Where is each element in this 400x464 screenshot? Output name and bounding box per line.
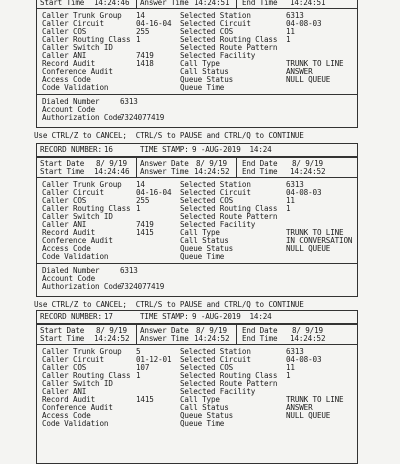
selected-field-value: 04-08-03 <box>286 188 322 197</box>
authorization-code-label: Authorization Code <box>42 282 122 291</box>
selected-field-label: Queue Time <box>180 83 225 92</box>
selected-field-label: Selected Facility <box>180 387 256 396</box>
selected-field-label: Queue Status <box>180 411 234 420</box>
start-date: 8/ 9/19 <box>96 159 127 168</box>
caller-field-label: Record Audit <box>42 395 96 404</box>
caller-field-label: Access Code <box>42 244 91 253</box>
caller-field-label: Caller COS <box>42 196 87 205</box>
caller-field-value: 14 <box>136 11 145 20</box>
caller-field-label: Caller Routing Class <box>42 204 131 213</box>
selected-field-label: Selected Station <box>180 11 251 20</box>
authorization-code: 7324077419 <box>120 113 165 122</box>
answer-time-label: Answer Time <box>140 167 189 176</box>
caller-field-label: Caller Circuit <box>42 188 104 197</box>
continue-prompt: Use CTRL/Z to CANCEL; CTRL/S to PAUSE and CTRL/Q to CONTINUE <box>34 131 304 140</box>
end-date: 8/ 9/19 <box>292 159 323 168</box>
selected-field-value: 04-08-03 <box>286 355 322 364</box>
caller-field-label: Caller Trunk Group <box>42 347 122 356</box>
end-time-label: End Time <box>242 334 278 343</box>
dialed-number-label: Dialed Number <box>42 266 100 275</box>
selected-field-value: 6313 <box>286 180 304 189</box>
caller-field-value: 1415 <box>136 395 154 404</box>
caller-field-label: Code Validation <box>42 419 109 428</box>
caller-field-value: 1 <box>136 371 141 380</box>
caller-field-value: 04-16-04 <box>136 19 172 28</box>
start-time: 14:24:52 <box>94 334 130 343</box>
selected-field-value: ANSWER <box>286 403 313 412</box>
selected-field-label: Call Type <box>180 395 220 404</box>
selected-field-label: Selected Routing Class <box>180 371 278 380</box>
selected-field-value: 1 <box>286 204 291 213</box>
caller-field-label: Access Code <box>42 411 91 420</box>
answer-time: 14:24:52 <box>194 334 230 343</box>
caller-field-label: Code Validation <box>42 83 109 92</box>
record-number: 16 <box>104 145 113 154</box>
selected-field-label: Call Status <box>180 236 229 245</box>
selected-field-value: NULL QUEUE <box>286 75 331 84</box>
end-time: 14:24:52 <box>290 167 326 176</box>
answer-date: 8/ 9/19 <box>196 326 227 335</box>
caller-field-label: Caller Switch ID <box>42 43 113 52</box>
selected-field-label: Call Type <box>180 228 220 237</box>
timestamp-label: TIME STAMP: <box>140 312 189 321</box>
end-time: 14:24:52 <box>290 334 326 343</box>
selected-field-label: Selected Route Pattern <box>180 212 278 221</box>
dialed-number: 6313 <box>120 266 138 275</box>
selected-field-value: 1 <box>286 371 291 380</box>
selected-field-label: Queue Time <box>180 252 225 261</box>
caller-field-label: Caller Switch ID <box>42 379 113 388</box>
caller-field-value: 255 <box>136 196 150 205</box>
start-time-label: Start Time <box>40 0 85 7</box>
selected-field-label: Call Type <box>180 59 220 68</box>
account-code-label: Account Code <box>42 274 96 283</box>
caller-field-value: 04-16-04 <box>136 188 172 197</box>
caller-field-label: Code Validation <box>42 252 109 261</box>
end-date: 8/ 9/19 <box>292 326 323 335</box>
continue-prompt: Use CTRL/Z to CANCEL; CTRL/S to PAUSE and CTRL/Q to CONTINUE <box>34 300 304 309</box>
record-label: RECORD NUMBER: <box>40 312 102 321</box>
caller-field-label: Conference Audit <box>42 236 113 245</box>
selected-field-label: Selected Routing Class <box>180 204 278 213</box>
caller-field-label: Caller Trunk Group <box>42 180 122 189</box>
timestamp: 9 -AUG-2019 14:24 <box>192 312 272 321</box>
caller-field-value: 255 <box>136 27 150 36</box>
selected-field-value: IN CONVERSATION <box>286 236 353 245</box>
caller-field-value: 1 <box>136 35 141 44</box>
selected-field-label: Call Status <box>180 403 229 412</box>
selected-field-value: ANSWER <box>286 67 313 76</box>
selected-field-label: Queue Time <box>180 419 225 428</box>
selected-field-value: TRUNK TO LINE <box>286 228 344 237</box>
record-label: RECORD NUMBER: <box>40 145 102 154</box>
start-time-label: Start Time <box>40 167 85 176</box>
start-date-label: Start Date <box>40 159 85 168</box>
caller-field-value: 7419 <box>136 220 154 229</box>
selected-field-label: Selected Circuit <box>180 19 251 28</box>
selected-field-value: 11 <box>286 363 295 372</box>
dialed-number-label: Dialed Number <box>42 97 100 106</box>
selected-field-label: Selected COS <box>180 27 234 36</box>
start-time: 14:24:46 <box>94 167 130 176</box>
selected-field-label: Call Status <box>180 67 229 76</box>
caller-field-label: Caller Circuit <box>42 355 104 364</box>
caller-field-label: Record Audit <box>42 59 96 68</box>
selected-field-value: TRUNK TO LINE <box>286 59 344 68</box>
selected-field-label: Selected Routing Class <box>180 35 278 44</box>
selected-field-label: Selected Station <box>180 180 251 189</box>
answer-time: 14:24:51 <box>194 0 230 7</box>
caller-field-label: Caller COS <box>42 27 87 36</box>
authorization-code-label: Authorization Code <box>42 113 122 122</box>
selected-field-label: Selected COS <box>180 363 234 372</box>
selected-field-label: Selected Circuit <box>180 355 251 364</box>
caller-field-value: 01-12-01 <box>136 355 172 364</box>
selected-field-value: 11 <box>286 196 295 205</box>
record-number: 17 <box>104 312 113 321</box>
end-time: 14:24:51 <box>290 0 326 7</box>
selected-field-label: Selected Route Pattern <box>180 43 278 52</box>
start-time-label: Start Time <box>40 334 85 343</box>
timestamp-label: TIME STAMP: <box>140 145 189 154</box>
start-time: 14:24:46 <box>94 0 130 7</box>
selected-field-label: Selected Facility <box>180 220 256 229</box>
selected-field-label: Selected COS <box>180 196 234 205</box>
end-date-label: End Date <box>242 326 278 335</box>
caller-field-label: Caller ANI <box>42 220 87 229</box>
answer-date-label: Answer Date <box>140 159 189 168</box>
answer-time: 14:24:52 <box>194 167 230 176</box>
dialed-number: 6313 <box>120 97 138 106</box>
caller-field-label: Caller Routing Class <box>42 35 131 44</box>
caller-field-label: Caller Trunk Group <box>42 11 122 20</box>
start-date-label: Start Date <box>40 326 85 335</box>
end-time-label: End Time <box>242 0 278 7</box>
selected-field-value: TRUNK TO LINE <box>286 395 344 404</box>
end-date-label: End Date <box>242 159 278 168</box>
caller-field-label: Caller Circuit <box>42 19 104 28</box>
authorization-code: 7324077419 <box>120 282 165 291</box>
caller-field-label: Caller COS <box>42 363 87 372</box>
caller-field-value: 107 <box>136 363 150 372</box>
answer-date-label: Answer Date <box>140 326 189 335</box>
answer-time-label: Answer Time <box>140 334 189 343</box>
caller-field-value: 5 <box>136 347 141 356</box>
account-code-label: Account Code <box>42 105 96 114</box>
selected-field-value: 6313 <box>286 11 304 20</box>
caller-field-value: 14 <box>136 180 145 189</box>
selected-field-label: Selected Station <box>180 347 251 356</box>
selected-field-value: 6313 <box>286 347 304 356</box>
caller-field-label: Caller Routing Class <box>42 371 131 380</box>
selected-field-label: Selected Route Pattern <box>180 379 278 388</box>
timestamp: 9 -AUG-2019 14:24 <box>192 145 272 154</box>
answer-date: 8/ 9/19 <box>196 159 227 168</box>
start-date: 8/ 9/19 <box>96 326 127 335</box>
caller-field-value: 1418 <box>136 59 154 68</box>
selected-field-label: Queue Status <box>180 244 234 253</box>
selected-field-value: NULL QUEUE <box>286 411 331 420</box>
selected-field-label: Queue Status <box>180 75 234 84</box>
selected-field-value: 1 <box>286 35 291 44</box>
selected-field-label: Selected Circuit <box>180 188 251 197</box>
selected-field-value: 04-08-03 <box>286 19 322 28</box>
caller-field-value: 1415 <box>136 228 154 237</box>
answer-time-label: Answer Time <box>140 0 189 7</box>
caller-field-value: 1 <box>136 204 141 213</box>
caller-field-label: Access Code <box>42 75 91 84</box>
caller-field-value: 7419 <box>136 51 154 60</box>
caller-field-label: Caller Switch ID <box>42 212 113 221</box>
caller-field-label: Caller ANI <box>42 387 87 396</box>
selected-field-value: 11 <box>286 27 295 36</box>
selected-field-label: Selected Facility <box>180 51 256 60</box>
end-time-label: End Time <box>242 167 278 176</box>
caller-field-label: Conference Audit <box>42 67 113 76</box>
selected-field-value: NULL QUEUE <box>286 244 331 253</box>
caller-field-label: Caller ANI <box>42 51 87 60</box>
caller-field-label: Record Audit <box>42 228 96 237</box>
caller-field-label: Conference Audit <box>42 403 113 412</box>
